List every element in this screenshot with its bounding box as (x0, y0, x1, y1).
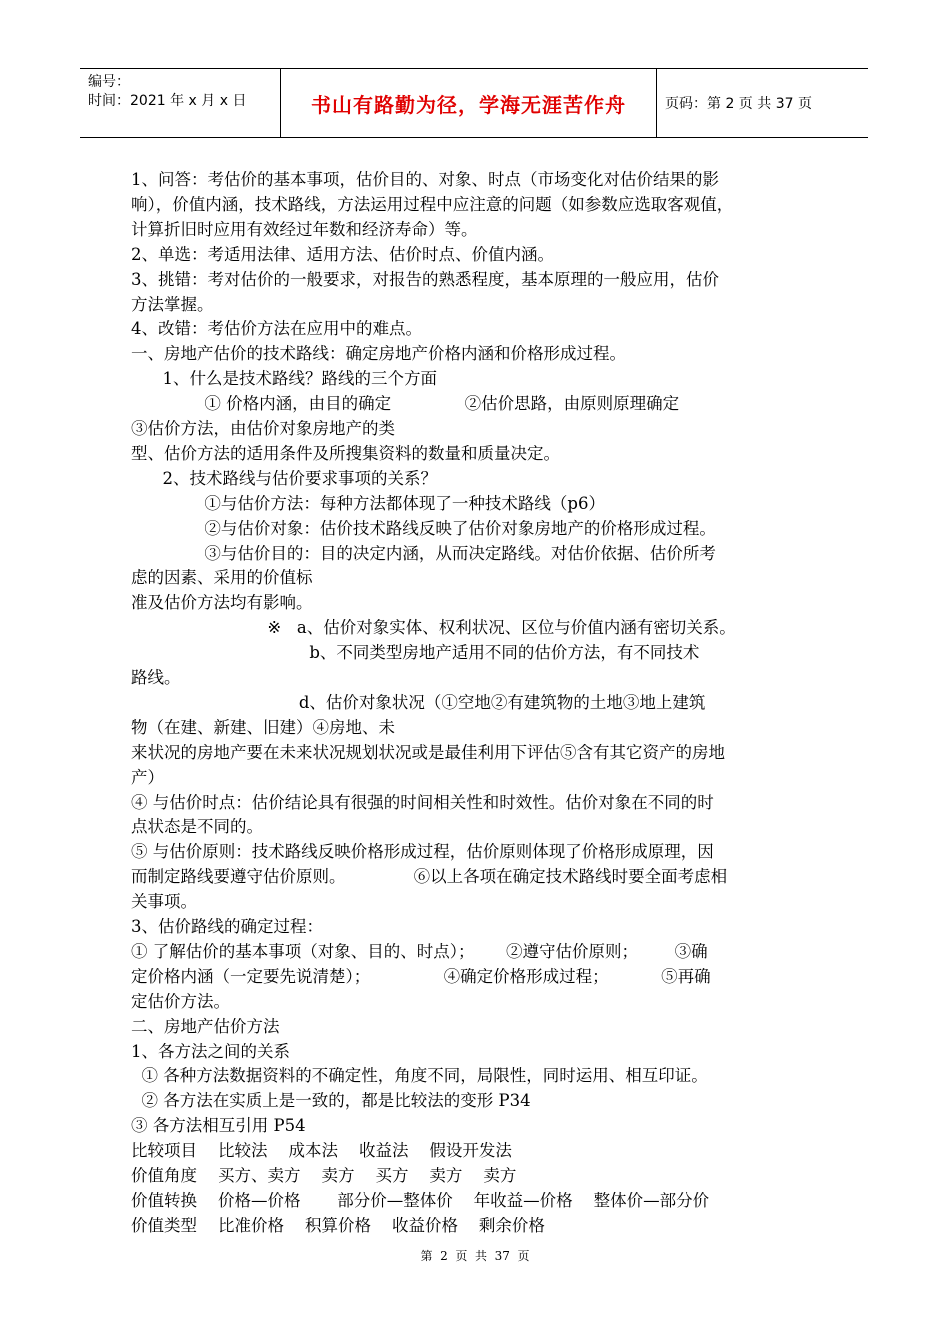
body-line: 2、单选：考适用法律、适用方法、估价时点、价值内涵。 (131, 244, 554, 264)
body-line: 准及估价方法均有影响。 (131, 593, 313, 613)
page-footer: 第 2 页 共 37 页 (420, 1249, 530, 1263)
body-line: 定价格内涵（一定要先说清楚）； ④确定价格形成过程； ⑤再确 (131, 966, 711, 986)
body-line: 物（在建、新建、旧建）④房地、未 (131, 717, 395, 737)
body-line: 4、改错：考估价方法在应用中的难点。 (131, 319, 422, 339)
body-line: 1、问答：考估价的基本事项，估价目的、对象、时点（市场变化对估价结果的影 (131, 170, 719, 189)
body-line: 点状态是不同的。 (131, 817, 263, 837)
body-line: 2、技术路线与估价要求事项的关系？ (131, 468, 437, 488)
body-line: ⑤ 与估价原则：技术路线反映价格形成过程，估价原则体现了价格形成原理，因 (131, 842, 714, 862)
body-line: 方法掌握。 (131, 294, 214, 314)
body-line: ① 价格内涵，由目的确定 ②估价思路，由原则原理确定 (131, 394, 680, 414)
body-line: 虑的因素、采用的价值标 (131, 568, 313, 588)
body-line: 1、各方法之间的关系 (131, 1041, 290, 1061)
body-line: 路线。 (131, 668, 181, 687)
header-meta (80, 69, 281, 137)
body-line: 二、房地产估价方法 (131, 1016, 280, 1036)
body-line: ④ 与估价时点：估价结论具有很强的时间相关性和时效性。估价对象在不同的时 (131, 792, 714, 812)
body-line: 一、房地产估价的技术路线：确定房地产价格内涵和价格形成过程。 (131, 344, 626, 364)
body-line: ③与估价目的：目的决定内涵，从而决定路线。对估价依据、估价所考 (131, 543, 716, 563)
header-motto: 书山有路勤为径，学海无涯苦作舟 (281, 69, 657, 137)
body-line: 定估价方法。 (131, 991, 230, 1011)
body-line: 价值角度 买方、卖方 卖方 买方 卖方 卖方 (131, 1166, 517, 1185)
body-line: ① 各种方法数据资料的不确定性，角度不同，局限性，同时运用、相互印证。 (131, 1066, 708, 1086)
body-line: 比较项目 比较法 成本法 收益法 假设开发法 (131, 1141, 512, 1161)
body-line: 响），价值内涵，技术路线，方法运用过程中应注意的问题（如参数应选取客观值， (131, 194, 734, 214)
body-line: ②与估价对象：估价技术路线反映了估价对象房地产的价格形成过程。 (131, 518, 716, 538)
body-line: 而制定路线要遵守估价原则。 ⑥以上各项在确定技术路线时要全面考虑相 (131, 867, 728, 887)
date-label: 时间：2021 年 x 月 x 日 (88, 93, 247, 109)
body-line: ③ 各方法相互引用 P54 (131, 1116, 306, 1136)
body-line: 价值转换 价格—价格 部分价—整体价 年收益—价格 整体价—部分价 (131, 1190, 710, 1210)
body-line: 计算折旧时应用有效经过年数和经济寿命）等。 (131, 219, 478, 239)
body-line: 3、估价路线的确定过程： (131, 917, 323, 936)
header-page-number: 页码：第 2 页 共 37 页 (665, 96, 812, 112)
body-line: 价值类型 比准价格 积算价格 收益价格 剩余价格 (131, 1215, 545, 1235)
body-line: b、不同类型房地产适用不同的估价方法，有不同技术 (131, 643, 700, 663)
body-line: 关事项。 (131, 892, 197, 912)
body-line: 1、什么是技术路线？路线的三个方面 (131, 369, 437, 389)
serial-number-label: 编号： (88, 74, 130, 90)
body-line: ① 了解估价的基本事项（对象、目的、时点）； ②遵守估价原则； ③确 (131, 941, 708, 961)
body-line: 3、挑错：考对估价的一般要求，对报告的熟悉程度，基本原理的一般应用，估价 (131, 269, 719, 289)
body-line: 来状况的房地产要在未来状况规划状况或是最佳利用下评估⑤含有其它资产的房地 (131, 742, 725, 762)
body-line: ② 各方法在实质上是一致的，都是比较法的变形 P34 (131, 1091, 531, 1111)
body-line: ①与估价方法：每种方法都体现了一种技术路线（p6） (131, 493, 605, 513)
body-line: 产） (131, 767, 164, 787)
body-line: ③估价方法，由估价对象房地产的类 (131, 419, 395, 438)
body-line: ※ a、估价对象实体、权利状况、区位与价值内涵有密切关系。 (131, 618, 736, 638)
page-header (80, 68, 868, 138)
body-line: 型、估价方法的适用条件及所搜集资料的数量和质量决定。 (131, 443, 560, 463)
body-line: d、估价对象状况（①空地②有建筑物的土地③地上建筑 (131, 692, 706, 712)
